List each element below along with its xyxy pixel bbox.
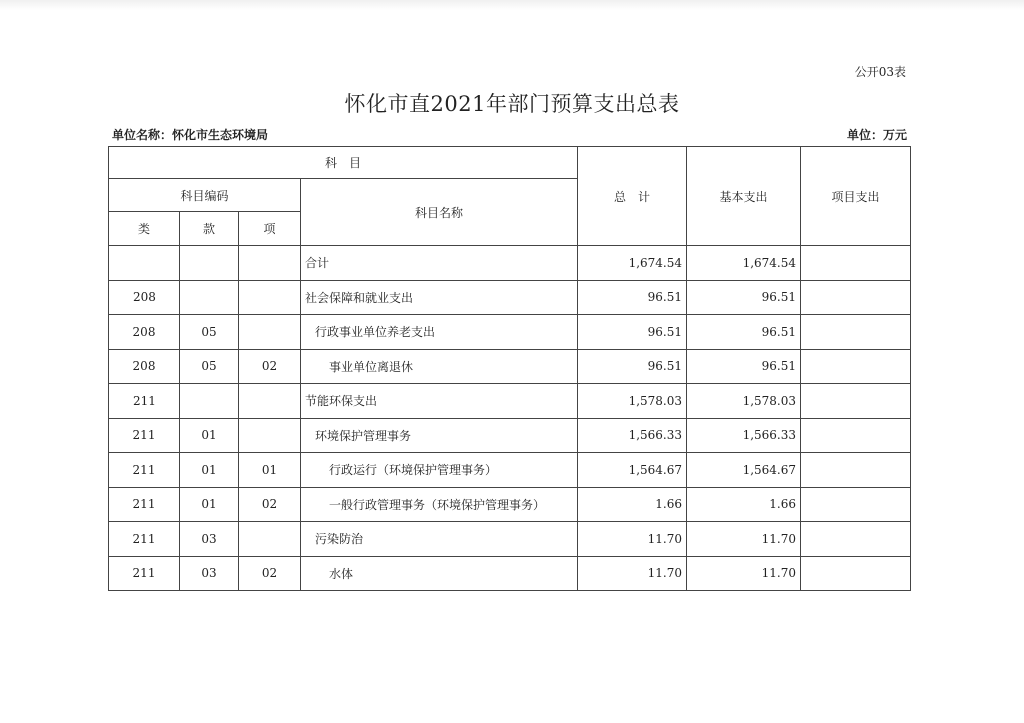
row-subject-name: 合计 bbox=[301, 246, 578, 281]
row-subject-name: 行政运行（环境保护管理事务） bbox=[301, 453, 578, 488]
form-code: 公开03表 bbox=[854, 65, 906, 79]
row-code-lei: 211 bbox=[109, 487, 180, 522]
row-code-xiang: 02 bbox=[239, 487, 301, 522]
page-title: 怀化市直2021年部门预算支出总表 bbox=[344, 92, 680, 116]
row-total: 1,578.03 bbox=[578, 384, 687, 419]
table-row bbox=[109, 522, 911, 557]
row-total: 96.51 bbox=[578, 280, 687, 315]
row-subject-name: 事业单位离退休 bbox=[301, 349, 578, 384]
row-total: 11.70 bbox=[578, 556, 687, 591]
row-total: 96.51 bbox=[578, 349, 687, 384]
row-code-xiang: 02 bbox=[239, 556, 301, 591]
row-code-lei: 211 bbox=[109, 522, 180, 557]
row-basic: 96.51 bbox=[687, 349, 801, 384]
row-project bbox=[801, 280, 911, 315]
table-row bbox=[109, 280, 911, 315]
header-basic-expenditure: 基本支出 bbox=[687, 147, 801, 246]
row-basic: 1,578.03 bbox=[687, 384, 801, 419]
row-subject-name: 污染防治 bbox=[301, 522, 578, 557]
row-basic: 1,564.67 bbox=[687, 453, 801, 488]
table-row bbox=[109, 246, 911, 281]
scan-edge bbox=[0, 0, 1024, 10]
row-code-xiang bbox=[239, 384, 301, 419]
row-subject-name: 行政事业单位养老支出 bbox=[301, 315, 578, 350]
row-project bbox=[801, 556, 911, 591]
table-row bbox=[109, 418, 911, 453]
table-row bbox=[109, 487, 911, 522]
row-code-kuan: 01 bbox=[180, 418, 239, 453]
row-code-lei: 211 bbox=[109, 556, 180, 591]
row-code-kuan: 01 bbox=[180, 453, 239, 488]
row-code-kuan: 03 bbox=[180, 556, 239, 591]
row-code-xiang bbox=[239, 246, 301, 281]
row-code-xiang bbox=[239, 280, 301, 315]
row-code-kuan bbox=[180, 384, 239, 419]
row-subject-name: 一般行政管理事务（环境保护管理事务） bbox=[301, 487, 578, 522]
budget-table bbox=[108, 146, 911, 591]
row-project bbox=[801, 487, 911, 522]
row-code-lei: 211 bbox=[109, 384, 180, 419]
row-total: 11.70 bbox=[578, 522, 687, 557]
row-basic: 1,674.54 bbox=[687, 246, 801, 281]
table-row bbox=[109, 349, 911, 384]
row-total: 1.66 bbox=[578, 487, 687, 522]
row-total: 1,566.33 bbox=[578, 418, 687, 453]
header-kuan: 款 bbox=[180, 212, 239, 246]
row-project bbox=[801, 315, 911, 350]
row-code-lei: 211 bbox=[109, 453, 180, 488]
row-subject-name: 社会保障和就业支出 bbox=[301, 280, 578, 315]
row-basic: 96.51 bbox=[687, 315, 801, 350]
row-total: 96.51 bbox=[578, 315, 687, 350]
row-basic: 11.70 bbox=[687, 522, 801, 557]
row-code-kuan: 05 bbox=[180, 315, 239, 350]
row-code-kuan bbox=[180, 246, 239, 281]
header-subject-code: 科目编码 bbox=[109, 179, 301, 212]
row-code-lei: 208 bbox=[109, 280, 180, 315]
row-code-lei bbox=[109, 246, 180, 281]
row-code-lei: 208 bbox=[109, 315, 180, 350]
row-project bbox=[801, 418, 911, 453]
row-total: 1,674.54 bbox=[578, 246, 687, 281]
row-project bbox=[801, 453, 911, 488]
row-code-xiang bbox=[239, 522, 301, 557]
row-code-kuan bbox=[180, 280, 239, 315]
row-code-xiang bbox=[239, 418, 301, 453]
header-xiang: 项 bbox=[239, 212, 301, 246]
table-row bbox=[109, 556, 911, 591]
header-project-expenditure: 项目支出 bbox=[801, 147, 911, 246]
row-total: 1,564.67 bbox=[578, 453, 687, 488]
row-code-xiang: 02 bbox=[239, 349, 301, 384]
header-total: 总 计 bbox=[578, 147, 687, 246]
row-project bbox=[801, 384, 911, 419]
table-row bbox=[109, 315, 911, 350]
row-subject-name: 环境保护管理事务 bbox=[301, 418, 578, 453]
row-basic: 1,566.33 bbox=[687, 418, 801, 453]
header-lei: 类 bbox=[109, 212, 180, 246]
currency-unit-label: 单位：万元 bbox=[846, 128, 907, 142]
table-row bbox=[109, 384, 911, 419]
header-subject-name: 科目名称 bbox=[301, 179, 578, 246]
unit-name-label: 单位名称：怀化市生态环境局 bbox=[112, 128, 269, 142]
header-subject: 科 目 bbox=[109, 147, 578, 179]
row-code-xiang: 01 bbox=[239, 453, 301, 488]
table-row bbox=[109, 453, 911, 488]
row-code-kuan: 05 bbox=[180, 349, 239, 384]
row-project bbox=[801, 522, 911, 557]
row-project bbox=[801, 246, 911, 281]
row-subject-name: 节能环保支出 bbox=[301, 384, 578, 419]
row-code-kuan: 01 bbox=[180, 487, 239, 522]
row-code-kuan: 03 bbox=[180, 522, 239, 557]
row-code-lei: 208 bbox=[109, 349, 180, 384]
row-basic: 11.70 bbox=[687, 556, 801, 591]
row-code-lei: 211 bbox=[109, 418, 180, 453]
row-basic: 1.66 bbox=[687, 487, 801, 522]
row-project bbox=[801, 349, 911, 384]
row-subject-name: 水体 bbox=[301, 556, 578, 591]
row-basic: 96.51 bbox=[687, 280, 801, 315]
row-code-xiang bbox=[239, 315, 301, 350]
